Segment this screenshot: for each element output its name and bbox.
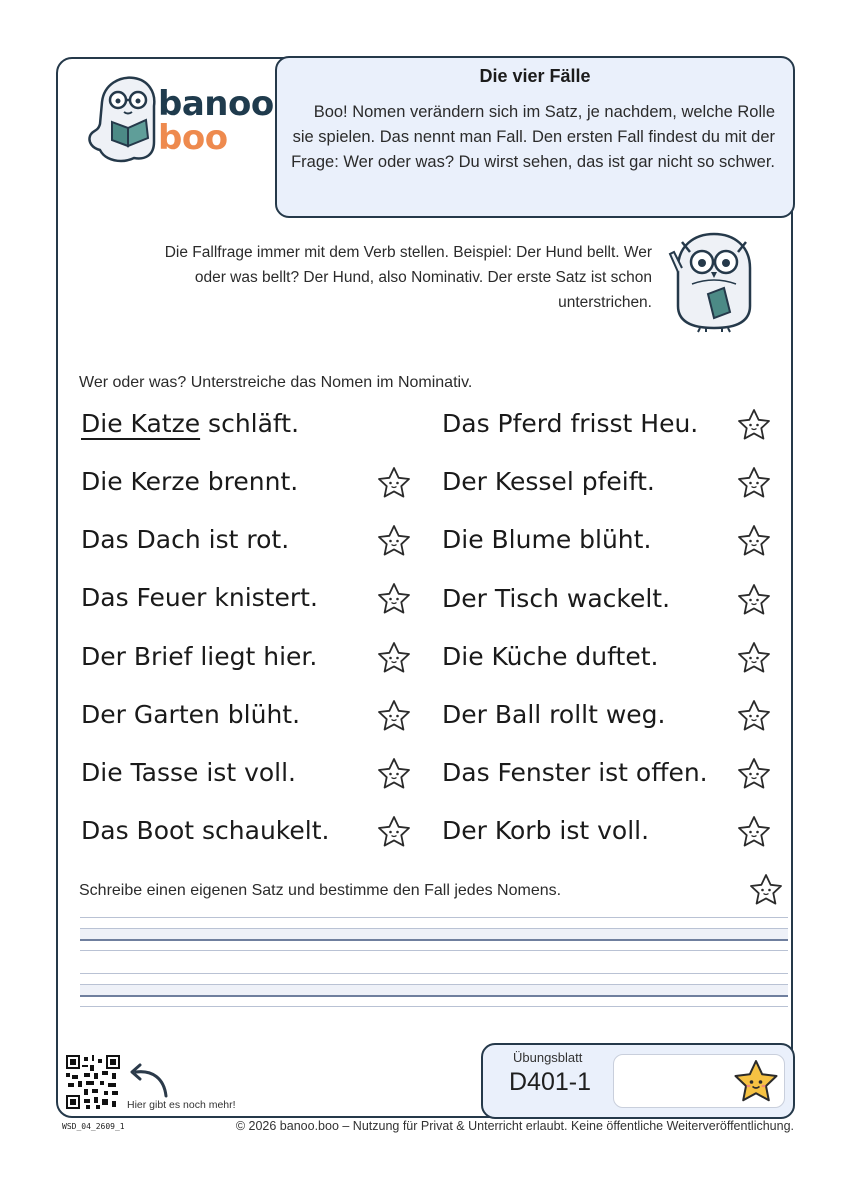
smiley-star-icon[interactable] [736,640,772,676]
example-underlined-noun: Die Katze [81,409,201,438]
exercise-sentence[interactable]: Das Boot schaukelt. [81,816,330,846]
gold-star-icon [731,1057,781,1107]
smiley-star-icon[interactable] [736,465,772,501]
exercise-sentence[interactable]: Das Fenster ist offen. [442,758,708,788]
smiley-star-icon[interactable] [736,523,772,559]
hint-text: Die Fallfrage immer mit dem Verb stellen. Beispiel: Der Hund bellt. Wer oder was bellt? Der Hund, also Nominativ. Der erste Satz ist schon unterstrichen. [164,244,652,311]
smiley-star-icon[interactable] [736,407,772,443]
exercise-2-instruction: Schreibe einen eigenen Satz und bestimme den Fall jedes Nomens. [79,882,562,899]
owl-teacher-icon [664,228,764,334]
worksheet-title: Die vier Fälle [479,66,591,86]
writing-line [80,1006,788,1007]
exercise-sentence[interactable]: Der Ball rollt weg. [442,700,666,729]
smiley-star-icon [748,872,784,908]
smiley-star-icon[interactable] [376,581,412,617]
qr-caption: Hier gibt es noch mehr! [127,1099,236,1111]
smiley-star-icon[interactable] [736,698,772,734]
writing-line [80,984,788,985]
exercise-sentence[interactable]: Der Korb ist voll. [442,816,650,846]
smiley-star-icon[interactable] [376,756,412,792]
writing-baseline [80,995,788,997]
smiley-star-icon[interactable] [376,814,412,850]
smiley-star-icon[interactable] [376,640,412,676]
worksheet-code: WSD_04_2609_1 [62,1122,125,1131]
exercise-sentence[interactable]: Der Tisch wackelt. [442,583,671,613]
exercise-sentence[interactable]: Das Feuer knistert. [81,583,318,613]
qr-code[interactable] [66,1055,120,1109]
writing-line [80,917,788,918]
writing-line [80,973,788,974]
exercise-sentence[interactable]: Das Dach ist rot. [81,525,290,555]
exercise-instruction: Wer oder was? Unterstreiche das Nomen im Nominativ. [79,374,473,391]
intro-box [275,56,795,218]
smiley-star-icon[interactable] [376,523,412,559]
exercise-sentence[interactable]: Der Brief liegt hier. [81,641,318,671]
exercise-sentence[interactable]: Der Kessel pfeift. [442,467,655,497]
brand-word-boo: boo [158,118,228,158]
writing-baseline [80,939,788,941]
smiley-star-icon[interactable] [736,814,772,850]
exercise-sentence[interactable]: Der Garten blüht. [81,699,301,729]
sheet-label: Übungsblatt [513,1050,583,1065]
example-rest: schläft. [200,409,300,438]
exercise-sentence[interactable]: Die Tasse ist voll. [81,758,297,787]
copyright-notice: © 2026 banoo.boo – Nutzung für Privat & Unterricht erlaubt. Keine öffentliche Weiterveröffentlichung. [235,1119,794,1133]
writing-line [80,928,788,929]
writing-line [80,950,788,951]
exercise-sentence[interactable]: Das Pferd frisst Heu. [442,409,699,438]
exercise-sentence[interactable]: Die Küche duftet. [442,641,659,671]
curved-arrow-icon [124,1060,174,1100]
sheet-id: D401-1 [509,1068,591,1096]
smiley-star-icon[interactable] [376,465,412,501]
brand-word-banoo: banoo [158,84,274,124]
intro-text: Boo! Nomen verändern sich im Satz, je nachdem, welche Rolle sie spielen. Das nennt man Fall. Den ersten Fall findest du mit der Frage: Wer oder was? Du wirst sehen, das ist gar nicht so schwer. [291,103,775,171]
smiley-star-icon[interactable] [376,698,412,734]
exercise-sentence[interactable]: Die Blume blüht. [442,525,652,555]
smiley-star-icon[interactable] [736,582,772,618]
smiley-star-icon[interactable] [736,756,772,792]
example-sentence [81,409,299,439]
exercise-sentence[interactable]: Die Kerze brennt. [81,467,299,496]
sheet-info-box [481,1043,795,1119]
